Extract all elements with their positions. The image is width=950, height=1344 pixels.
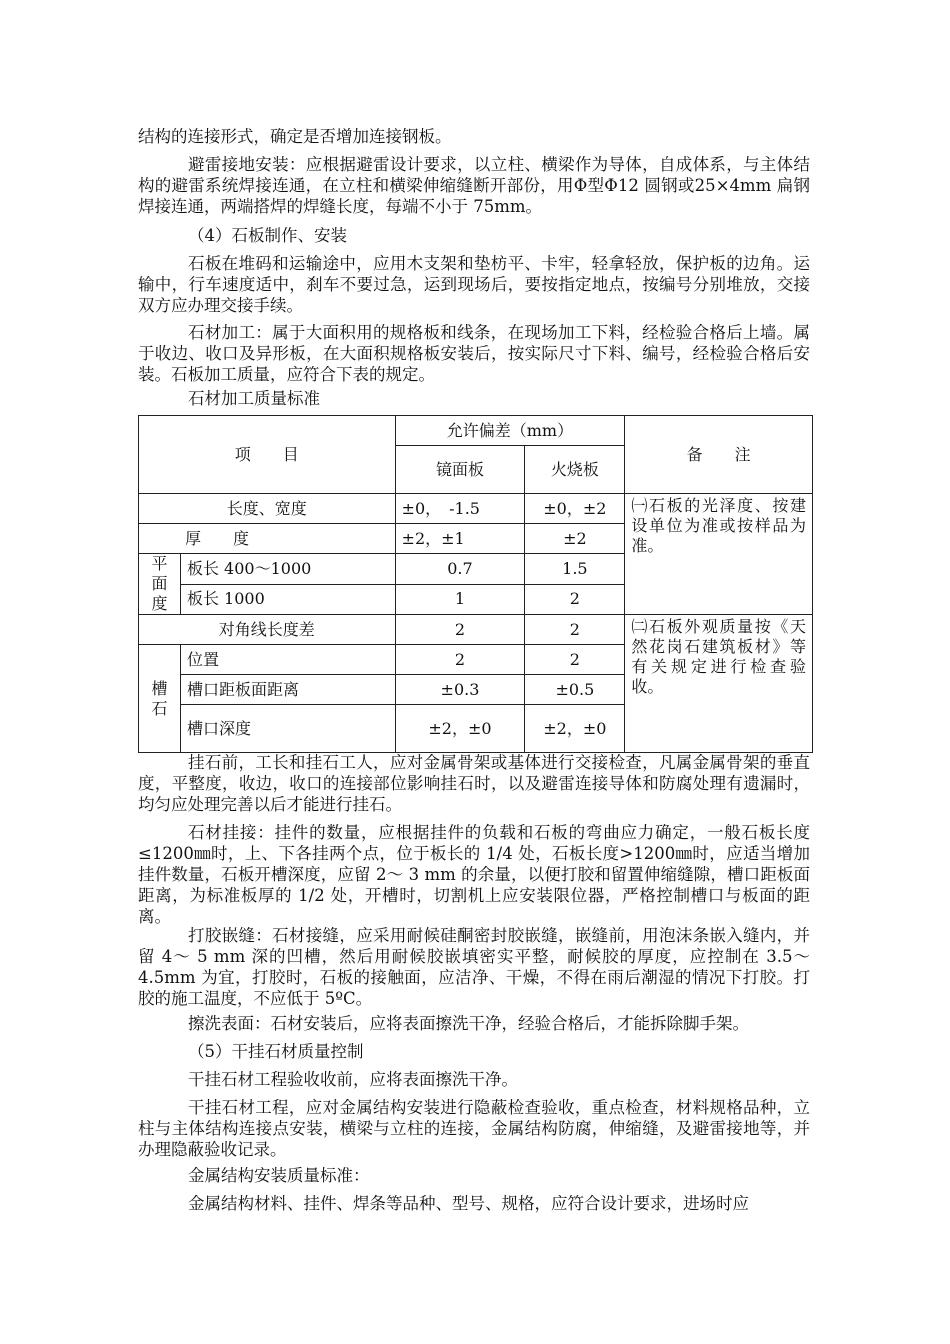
cell-flat-400-mirror: 0.7 bbox=[395, 554, 525, 585]
table-note-gloss: ㈠石板的光泽度、按建设单位为准或按样品为准。 bbox=[625, 494, 813, 615]
paragraph-hidden-inspection: 干挂石材工程，应对金属结构安装进行隐蔽检查验收，重点检查，材料规格品种，立柱与主体结构连接点安装，横梁与立柱的连接，金属结构防腐，伸缩缝，及避雷接地等，并办理隐蔽验收记录。 bbox=[138, 1098, 810, 1159]
header-item: 项 目 bbox=[139, 416, 396, 494]
row-label-flat-400: 板长 400～1000 bbox=[180, 554, 395, 585]
table-note-appearance: ㈡石板外观质量按《天然花岗石建筑板材》等有关规定进行检查验收。 bbox=[625, 615, 813, 753]
cell-groove-distance-mirror: ±0.3 bbox=[395, 675, 525, 705]
paragraph-lightning-grounding: 避雷接地安装：应根据避雷设计要求，以立柱、横梁作为导体，自成体系，与主体结构的避雷系统焊接连通，在立柱和横梁伸缩缝断开部份，用Φ型Φ12 圆钢或25×4mm 扁钢焊接连通，两端搭焊的焊缝长度，每端不小于 75mm。 bbox=[138, 155, 810, 216]
stone-quality-table bbox=[138, 415, 813, 753]
cell-thickness-mirror: ±2，±1 bbox=[395, 524, 525, 554]
row-label-diagonal: 对角线长度差 bbox=[139, 615, 396, 645]
section-heading-5: （5）干挂石材质量控制 bbox=[188, 1042, 364, 1061]
row-group-groove: 槽石 bbox=[139, 645, 181, 753]
header-note: 备 注 bbox=[625, 416, 813, 494]
cell-diagonal-fire: 2 bbox=[525, 615, 625, 645]
cell-flat-400-fire: 1.5 bbox=[525, 554, 625, 585]
paragraph-stone-transport: 石板在堆码和运输途中，应用木支架和垫枋平、卡牢，轻拿轻放，保护板的边角。运输中，行车速度适中，刹车不要过急，运到现场后，要按指定地点，按编号分别堆放，交接双方应办理交接手续。 bbox=[138, 254, 810, 315]
row-label-flat-1000: 板长 1000 bbox=[180, 584, 395, 615]
table-caption: 石材加工质量标准 bbox=[188, 389, 320, 408]
paragraph-before-hanging: 挂石前，工长和挂石工人，应对金属骨架或基体进行交接检查，凡属金属骨架的垂直度，平整度，收边，收口的连接部位影响挂石时，以及避雷连接导体和防腐处理有遗漏时，均匀应处理完善以后才能进行挂石。 bbox=[138, 753, 810, 814]
cell-position-fire: 2 bbox=[525, 645, 625, 675]
cell-flat-1000-fire: 2 bbox=[525, 584, 625, 615]
paragraph-metal-materials: 金属结构材料、挂件、焊条等品种、型号、规格，应符合设计要求，进场时应 bbox=[188, 1194, 749, 1213]
cell-position-mirror: 2 bbox=[395, 645, 525, 675]
row-label-thickness bbox=[139, 524, 396, 554]
paragraph-stone-hanging: 石材挂接：挂件的数量，应根据挂件的负载和石板的弯曲应力确定，一般石板长度≤1200㎜时，上、下各挂两个点，位于板长的 1/4 处，石板长度>1200㎜时，应适当增加挂件数量，石板开槽深度，应留 2～ 3 mm 的余量，以便打胶和留置伸缩缝隙，槽口距板面距离，为标准板厚的 1/2 处，开槽时，切割机上应安装限位器，严格控制槽口与板面的距离。 bbox=[138, 823, 810, 926]
row-label-groove-distance: 槽口距板面距离 bbox=[180, 675, 395, 705]
thickness-label: 厚 度 bbox=[185, 528, 250, 548]
cell-groove-depth-fire: ±2，±0 bbox=[525, 705, 625, 753]
paragraph-acceptance: 干挂石材工程验收收前，应将表面擦洗干净。 bbox=[188, 1070, 518, 1089]
row-group-flatness: 平面度 bbox=[139, 554, 181, 615]
cell-length-width-fire: ±0，±2 bbox=[525, 494, 625, 524]
header-tolerance: 允许偏差（mm） bbox=[395, 416, 625, 446]
cell-groove-depth-mirror: ±2，±0 bbox=[395, 705, 525, 753]
cell-flat-1000-mirror: 1 bbox=[395, 584, 525, 615]
cell-thickness-fire: ±2 bbox=[525, 524, 625, 554]
paragraph-connection: 结构的连接形式，确定是否增加连接钢板。 bbox=[138, 127, 452, 146]
row-label-position: 位置 bbox=[180, 645, 395, 675]
cell-groove-distance-fire: ±0.5 bbox=[525, 675, 625, 705]
row-label-groove-depth: 槽口深度 bbox=[180, 705, 395, 753]
header-fire-panel: 火烧板 bbox=[525, 446, 625, 494]
paragraph-sealing: 打胶嵌缝：石材接缝，应采用耐候硅酮密封胶嵌缝，嵌缝前，用泡沫条嵌入缝内，并留 4～ 5 mm 深的凹槽，然后用耐候胶嵌填密实平整，耐候胶的厚度，应控制在 3.5～4.5mm 为宜，打胶时，石板的接触面，应洁净、干燥，不得在雨后潮湿的情况下打胶。打胶的施工温度，不应低于 5ºC。 bbox=[138, 926, 810, 1008]
paragraph-metal-standard: 金属结构安装质量标准： bbox=[188, 1166, 370, 1185]
row-label-length-width: 长度、宽度 bbox=[139, 494, 396, 524]
section-heading-4: （4）石板制作、安装 bbox=[188, 226, 347, 245]
paragraph-cleaning: 擦洗表面：石材安装后，应将表面擦洗干净，经验合格后，才能拆除脚手架。 bbox=[188, 1014, 749, 1033]
paragraph-stone-processing: 石材加工：属于大面积用的规格板和线条，在现场加工下料，经检验合格后上墙。属于收边、收口及异形板，在大面积规格板安装后，按实际尺寸下料、编号，经检验合格后安装。石板加工质量，应符合下表的规定。 bbox=[138, 323, 810, 384]
header-mirror-panel: 镜面板 bbox=[395, 446, 525, 494]
cell-diagonal-mirror: 2 bbox=[395, 615, 525, 645]
cell-length-width-mirror: ±0， -1.5 bbox=[395, 494, 525, 524]
